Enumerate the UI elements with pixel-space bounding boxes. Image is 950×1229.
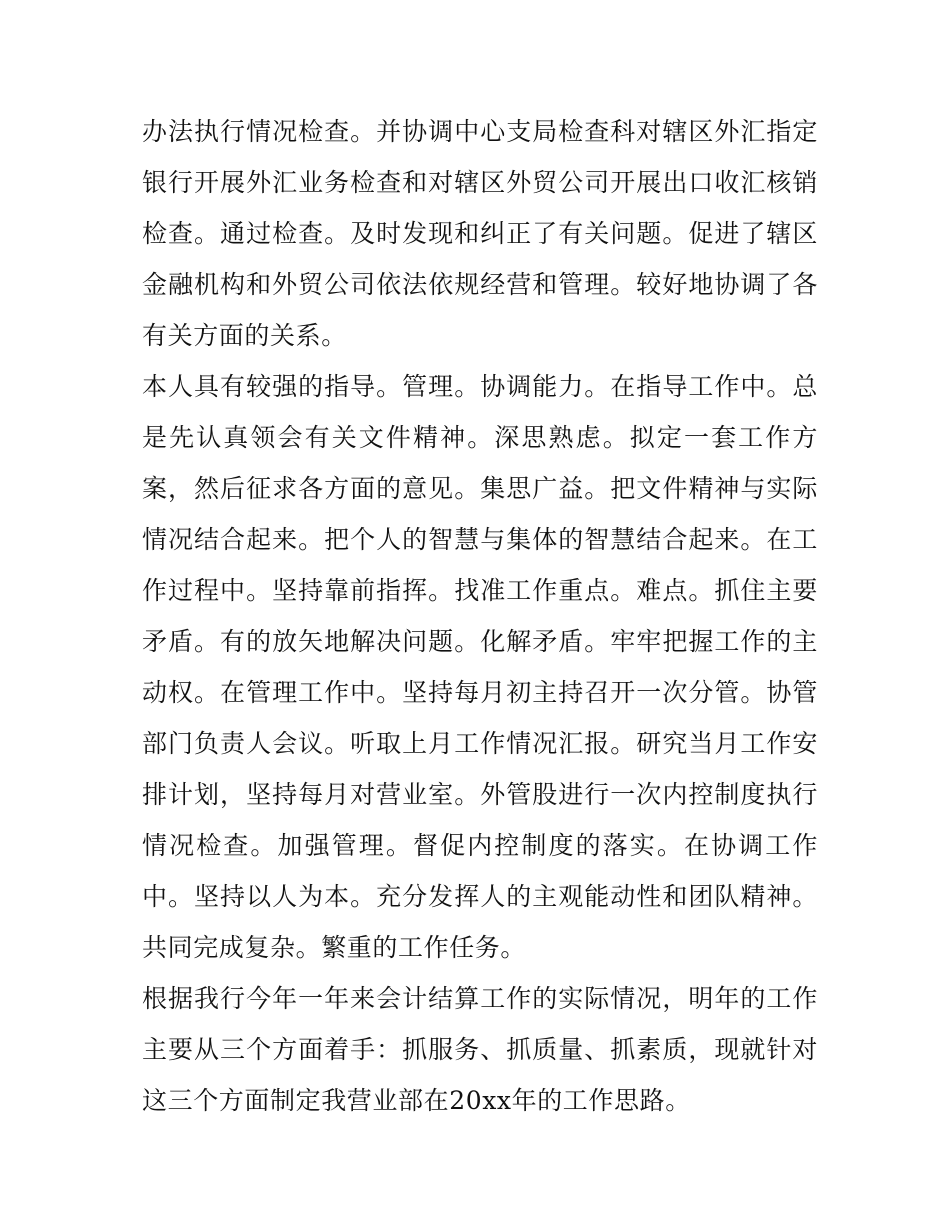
document-body xyxy=(142,106,818,1126)
paragraph-2: 本人具有较强的指导。管理。协调能力。在指导工作中。总是先认真领会有关文件精神。深思熟虑。拟定一套工作方案，然后征求各方面的意见。集思广益。把文件精神与实际情况结合起来。把个人的智慧与集体的智慧结合起来。在工作过程中。坚持靠前指挥。找准工作重点。难点。抓住主要矛盾。有的放矢地解决问题。化解矛盾。牢牢把握工作的主动权。在管理工作中。坚持每月初主持召开一次分管。协管部门负责人会议。听取上月工作情况汇报。研究当月工作安排计划，坚持每月对营业室。外管股进行一次内控制度执行情况检查。加强管理。督促内控制度的落实。在协调工作中。坚持以人为本。充分发挥人的主观能动性和团队精神。共同完成复杂。繁重的工作任务。 xyxy=(142,372,818,962)
paragraph-3: 根据我行今年一年来会计结算工作的实际情况，明年的工作主要从三个方面着手：抓服务、抓质量、抓素质，现就针对这三个方面制定我营业部在20xx年的工作思路。 xyxy=(142,984,818,1115)
paragraph-1: 办法执行情况检查。并协调中心支局检查科对辖区外汇指定银行开展外汇业务检查和对辖区外贸公司开展出口收汇核销检查。通过检查。及时发现和纠正了有关问题。促进了辖区金融机构和外贸公司依法依规经营和管理。较好地协调了各有关方面的关系。 xyxy=(142,117,818,350)
